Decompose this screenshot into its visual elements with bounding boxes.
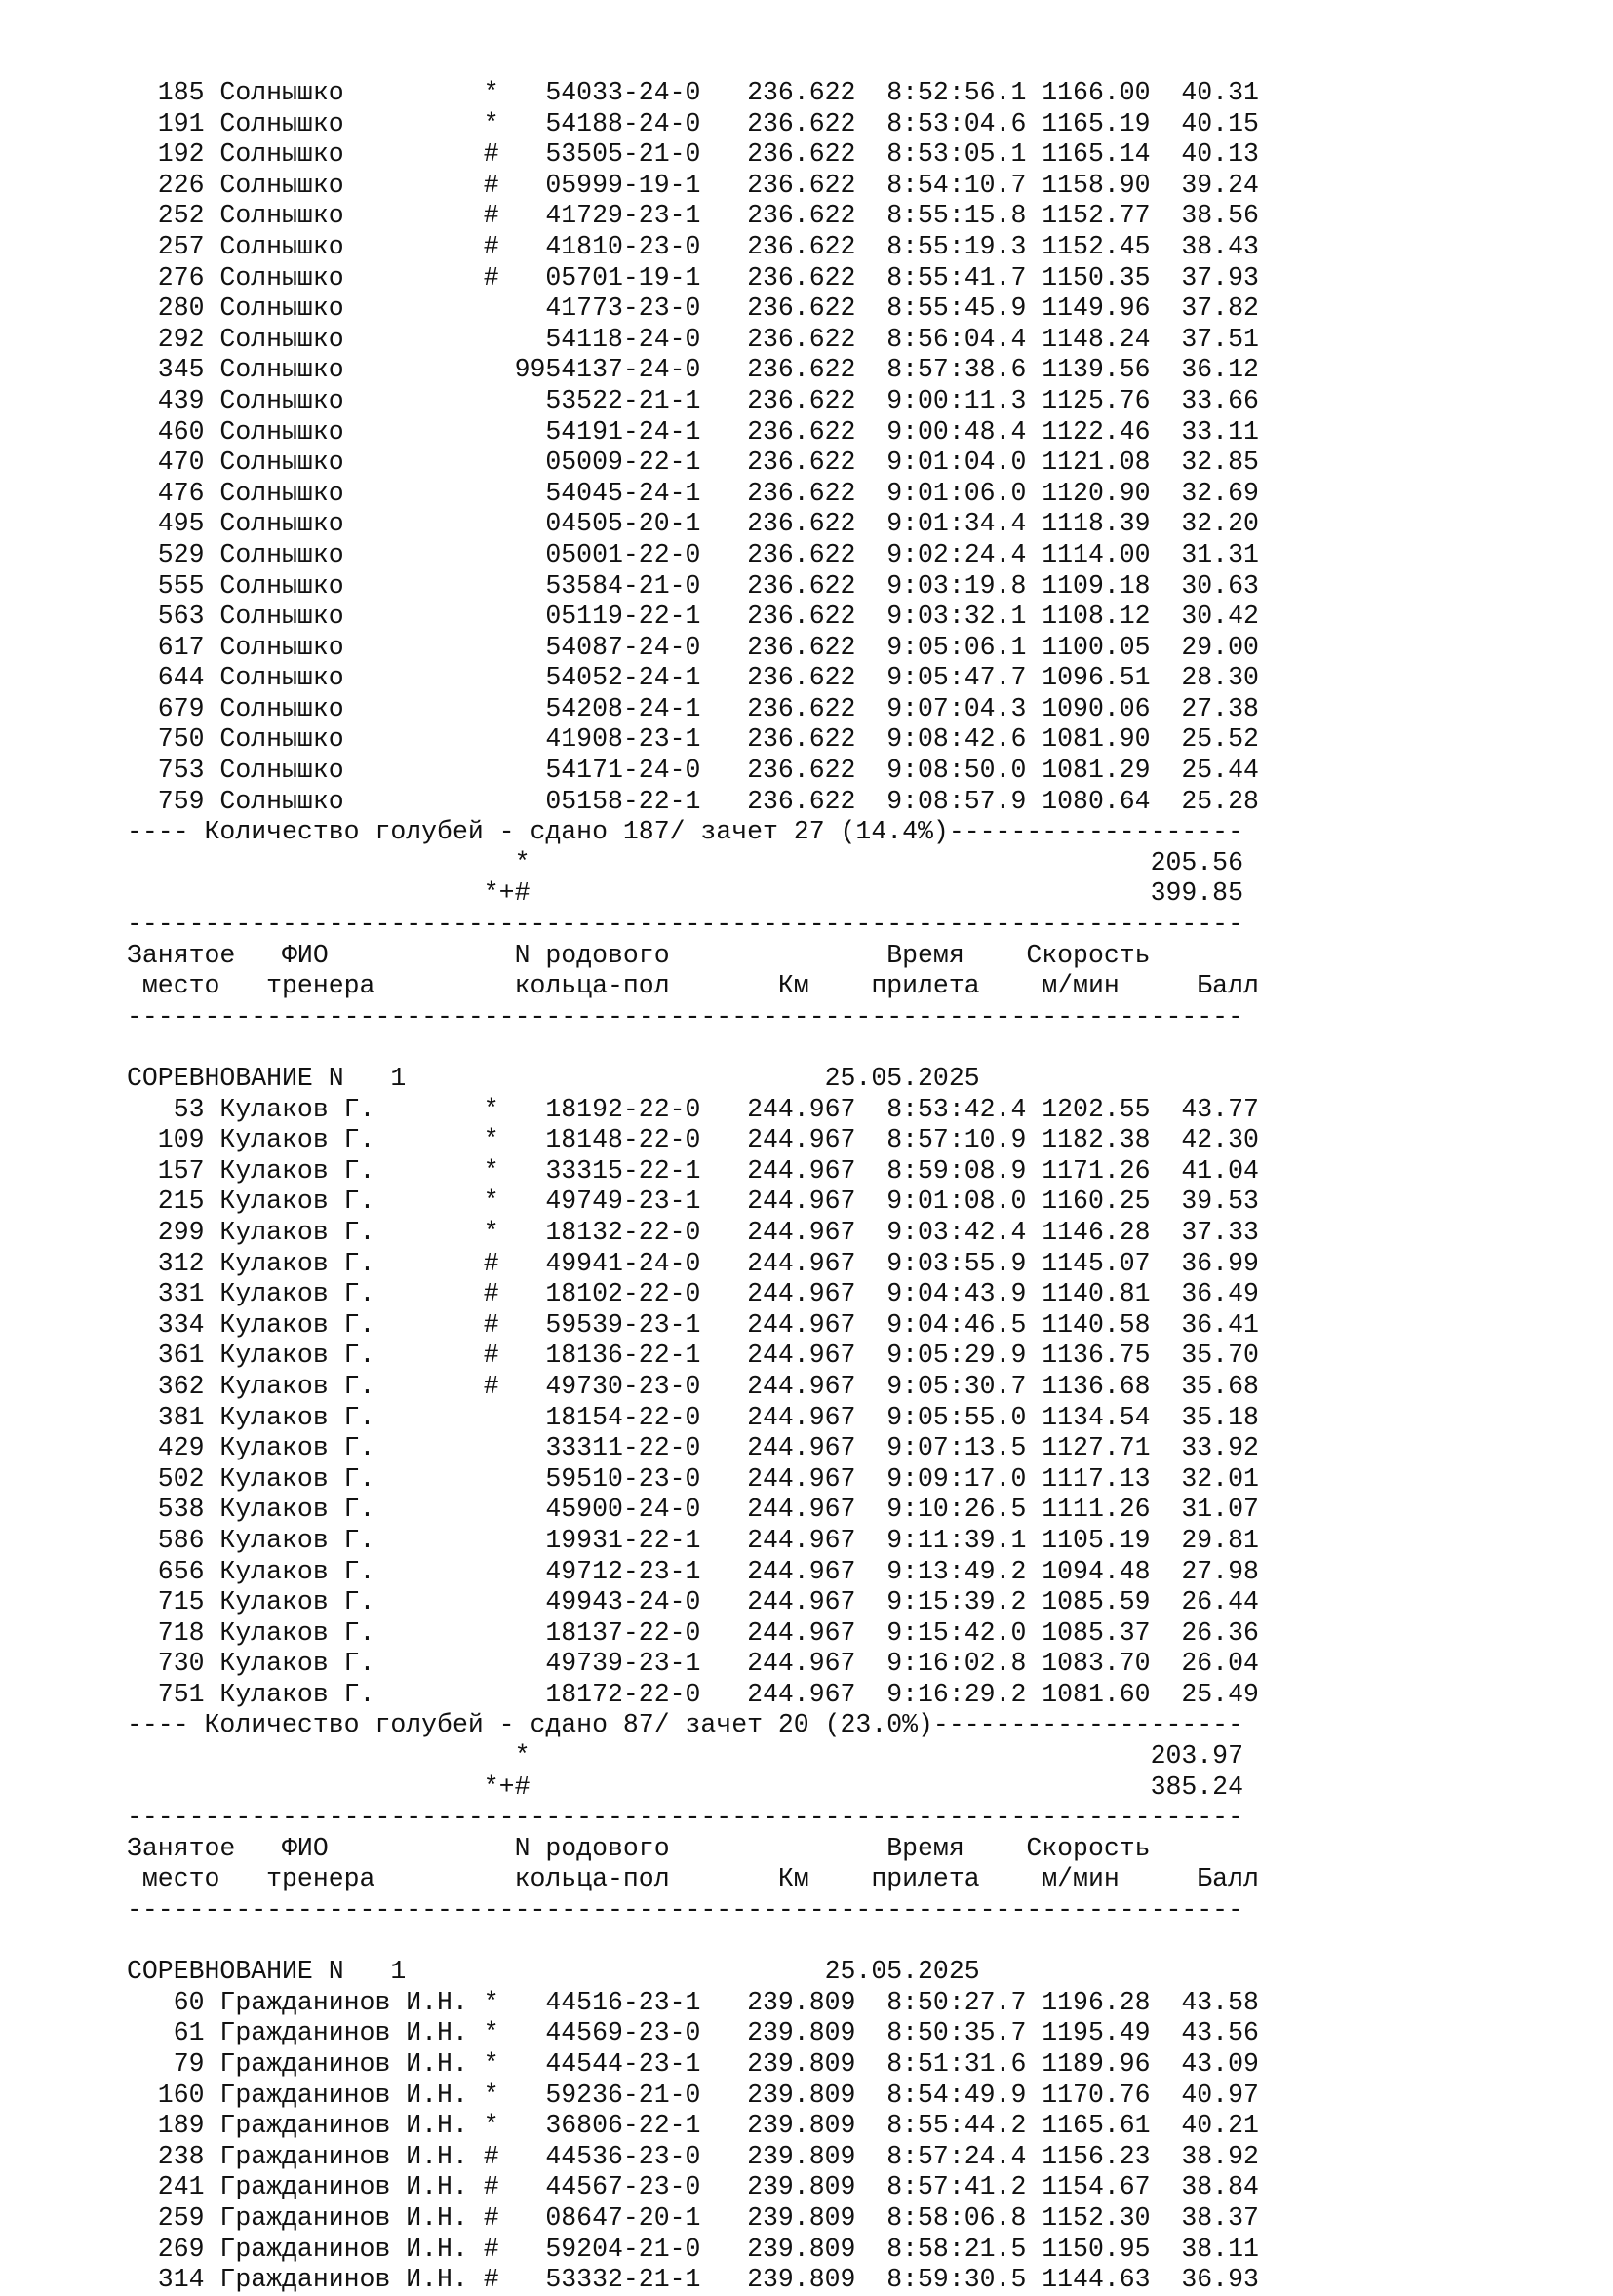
result-row: 617 Солнышко 54087-24-0 236.622 9:05:06.1 1100.05 29.00	[127, 632, 1259, 662]
summary-line: ---- Количество голубей - сдано 187/ зачет 27 (14.4%)-------------------	[127, 817, 1243, 847]
result-row: 238 Гражданинов И.Н. # 44536-23-0 239.809 8:57:24.4 1156.23 38.92	[127, 2141, 1259, 2171]
result-row: 314 Гражданинов И.Н. # 53332-21-1 239.809 8:59:30.5 1144.63 36.93	[127, 2265, 1259, 2295]
result-row: 529 Солнышко 05001-22-0 236.622 9:02:24.4 1114.00 31.31	[127, 539, 1259, 569]
result-row: 679 Солнышко 54208-24-1 236.622 9:07:04.3 1090.06 27.38	[127, 693, 1259, 723]
result-row: 362 Кулаков Г. # 49730-23-0 244.967 9:05:30.7 1136.68 35.68	[127, 1371, 1259, 1401]
result-row: 502 Кулаков Г. 59510-23-0 244.967 9:09:17.0 1117.13 32.01	[127, 1463, 1259, 1494]
column-header: место тренера кольца-пол Км прилета м/мин Балл	[127, 971, 1259, 1001]
summary-line: ---- Количество голубей - сдано 87/ зачет 20 (23.0%)--------------------	[127, 1710, 1243, 1740]
result-row: 730 Кулаков Г. 49739-23-1 244.967 9:16:02.8 1083.70 26.04	[127, 1649, 1259, 1679]
result-row: 495 Солнышко 04505-20-1 236.622 9:01:34.4 1118.39 32.20	[127, 509, 1259, 539]
result-row: 753 Солнышко 54171-24-0 236.622 9:08:50.0 1081.29 25.44	[127, 756, 1259, 786]
result-row: 312 Кулаков Г. # 49941-24-0 244.967 9:03:55.9 1145.07 36.99	[127, 1248, 1259, 1278]
result-row: 276 Солнышко # 05701-19-1 236.622 8:55:41.7 1150.35 37.93	[127, 262, 1259, 292]
result-row: 718 Кулаков Г. 18137-22-0 244.967 9:15:42.0 1085.37 26.36	[127, 1617, 1259, 1648]
result-row: 361 Кулаков Г. # 18136-22-1 244.967 9:05:29.9 1136.75 35.70	[127, 1341, 1259, 1371]
column-header: Занятое ФИО N родового Время Скорость	[127, 1833, 1151, 1863]
result-row: 191 Солнышко * 54188-24-0 236.622 8:53:04.6 1165.19 40.15	[127, 108, 1259, 138]
result-row: 109 Кулаков Г. * 18148-22-0 244.967 8:57:10.9 1182.38 42.30	[127, 1125, 1259, 1155]
result-row: 259 Гражданинов И.Н. # 08647-20-1 239.809 8:58:06.8 1152.30 38.37	[127, 2202, 1259, 2233]
result-row: 750 Солнышко 41908-23-1 236.622 9:08:42.6 1081.90 25.52	[127, 724, 1259, 755]
divider-line: ------------------------------------------------------------------------	[127, 1895, 1243, 1926]
result-row: 280 Солнышко 41773-23-0 236.622 8:55:45.9 1149.96 37.82	[127, 293, 1259, 324]
result-row: 257 Солнышко # 41810-23-0 236.622 8:55:19.3 1152.45 38.43	[127, 231, 1259, 261]
result-row: 751 Кулаков Г. 18172-22-0 244.967 9:16:29.2 1081.60 25.49	[127, 1679, 1259, 1709]
result-row: 586 Кулаков Г. 19931-22-1 244.967 9:11:39.1 1105.19 29.81	[127, 1525, 1259, 1555]
total-line: * 205.56	[127, 847, 1243, 877]
result-row: 476 Солнышко 54045-24-1 236.622 9:01:06.0 1120.90 32.69	[127, 478, 1259, 508]
result-row: 292 Солнышко 54118-24-0 236.622 8:56:04.4 1148.24 37.51	[127, 324, 1259, 354]
column-header: Занятое ФИО N родового Время Скорость	[127, 940, 1151, 970]
result-row: 381 Кулаков Г. 18154-22-0 244.967 9:05:55.0 1134.54 35.18	[127, 1402, 1259, 1432]
result-row: 334 Кулаков Г. # 59539-23-1 244.967 9:04:46.5 1140.58 36.41	[127, 1309, 1259, 1340]
result-row: 189 Гражданинов И.Н. * 36806-22-1 239.809 8:55:44.2 1165.61 40.21	[127, 2111, 1259, 2141]
result-row: 226 Солнышко # 05999-19-1 236.622 8:54:10.7 1158.90 39.24	[127, 170, 1259, 200]
result-row: 470 Солнышко 05009-22-1 236.622 9:01:04.0 1121.08 32.85	[127, 448, 1259, 478]
result-row: 160 Гражданинов И.Н. * 59236-21-0 239.809 8:54:49.9 1170.76 40.97	[127, 2080, 1259, 2110]
divider-line: ------------------------------------------------------------------------	[127, 1803, 1243, 1833]
result-row: 538 Кулаков Г. 45900-24-0 244.967 9:10:26.5 1111.26 31.07	[127, 1495, 1259, 1525]
result-row: 61 Гражданинов И.Н. * 44569-23-0 239.809 8:50:35.7 1195.49 43.56	[127, 2018, 1259, 2048]
result-row: 252 Солнышко # 41729-23-1 236.622 8:55:15.8 1152.77 38.56	[127, 201, 1259, 231]
result-row: 53 Кулаков Г. * 18192-22-0 244.967 8:53:42.4 1202.55 43.77	[127, 1094, 1259, 1124]
result-row: 555 Солнышко 53584-21-0 236.622 9:03:19.8 1109.18 30.63	[127, 570, 1259, 601]
blank-line	[127, 1032, 1259, 1064]
result-row: 563 Солнышко 05119-22-1 236.622 9:03:32.1 1108.12 30.42	[127, 602, 1259, 632]
result-row: 656 Кулаков Г. 49712-23-1 244.967 9:13:49.2 1094.48 27.98	[127, 1556, 1259, 1586]
competition-header: СОРЕВНОВАНИЕ N 1 25.05.2025	[127, 1064, 980, 1093]
divider-line: ------------------------------------------------------------------------	[127, 1001, 1243, 1031]
result-row: 331 Кулаков Г. # 18102-22-0 244.967 9:04:43.9 1140.81 36.49	[127, 1279, 1259, 1309]
column-header: место тренера кольца-пол Км прилета м/мин Балл	[127, 1864, 1259, 1894]
divider-line: ------------------------------------------------------------------------	[127, 910, 1243, 940]
result-row: 759 Солнышко 05158-22-1 236.622 9:08:57.9 1080.64 25.28	[127, 786, 1259, 816]
result-row: 460 Солнышко 54191-24-1 236.622 9:00:48.4 1122.46 33.11	[127, 416, 1259, 447]
result-row: 269 Гражданинов И.Н. # 59204-21-0 239.809 8:58:21.5 1150.95 38.11	[127, 2234, 1259, 2264]
result-row: 157 Кулаков Г. * 33315-22-1 244.967 8:59:08.9 1171.26 41.04	[127, 1155, 1259, 1186]
result-row: 60 Гражданинов И.Н. * 44516-23-1 239.809 8:50:27.7 1196.28 43.58	[127, 1987, 1259, 2017]
result-row: 215 Кулаков Г. * 49749-23-1 244.967 9:01:08.0 1160.25 39.53	[127, 1187, 1259, 1217]
result-row: 185 Солнышко * 54033-24-0 236.622 8:52:56.1 1166.00 40.31	[127, 78, 1259, 107]
result-row: 439 Солнышко 53522-21-1 236.622 9:00:11.3 1125.76 33.66	[127, 385, 1259, 415]
blank-line	[127, 1926, 1259, 1958]
results-listing	[127, 78, 1259, 2296]
result-row: 715 Кулаков Г. 49943-24-0 244.967 9:15:39.2 1085.59 26.44	[127, 1587, 1259, 1617]
result-row: 299 Кулаков Г. * 18132-22-0 244.967 9:03:42.4 1146.28 37.33	[127, 1217, 1259, 1247]
result-row: 644 Солнышко 54052-24-1 236.622 9:05:47.7 1096.51 28.30	[127, 663, 1259, 693]
result-row: 79 Гражданинов И.Н. * 44544-23-1 239.809 8:51:31.6 1189.96 43.09	[127, 2049, 1259, 2079]
result-row: 241 Гражданинов И.Н. # 44567-23-0 239.809 8:57:41.2 1154.67 38.84	[127, 2172, 1259, 2202]
total-line: *+# 385.24	[127, 1771, 1243, 1802]
result-row: 429 Кулаков Г. 33311-22-0 244.967 9:07:13.5 1127.71 33.92	[127, 1433, 1259, 1463]
total-line: * 203.97	[127, 1741, 1243, 1771]
competition-header: СОРЕВНОВАНИЕ N 1 25.05.2025	[127, 1957, 980, 1987]
result-row: 192 Солнышко # 53505-21-0 236.622 8:53:05.1 1165.14 40.13	[127, 139, 1259, 170]
result-row: 345 Солнышко 9954137-24-0 236.622 8:57:38.6 1139.56 36.12	[127, 355, 1259, 385]
total-line: *+# 399.85	[127, 878, 1243, 909]
